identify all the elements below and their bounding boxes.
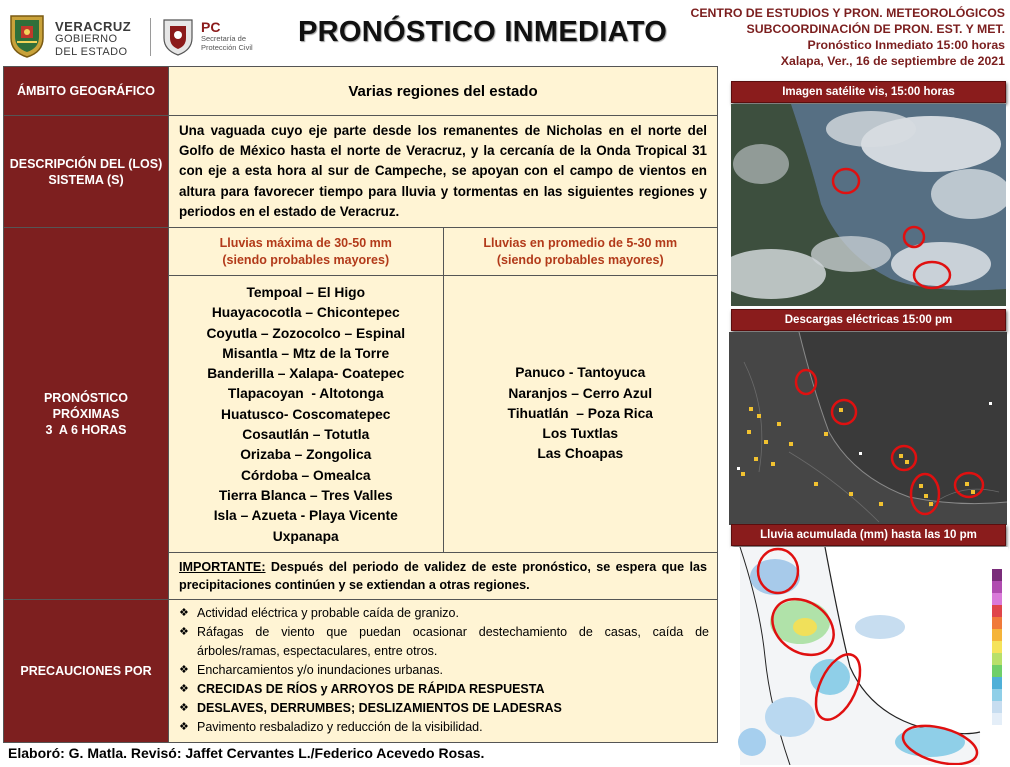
forecast-row [4, 228, 717, 600]
org-subtitle-2: DEL ESTADO [55, 46, 128, 58]
list-item: Córdoba – Omealca [240, 467, 371, 483]
logo-divider [150, 18, 151, 56]
list-item: ❖ Actividad eléctrica y probable caída de granizo. [179, 604, 709, 623]
author-credits: Elaboró: G. Matla. Revisó: Jaffet Cervantes L./Federico Acevedo Rosas. [8, 745, 485, 761]
heavy-rain-header: Lluvias máxima de 30-50 mm (siendo probables mayores) [169, 228, 444, 275]
pc-subtitle-2: Protección Civil [201, 43, 253, 52]
diamond-bullet-icon: ❖ [179, 626, 189, 638]
geographic-scope-label: ÁMBITO GEOGRÁFICO [4, 67, 169, 115]
lightning-panel-title: Descargas eléctricas 15:00 pm [731, 309, 1006, 331]
list-item: Tihuatlán – Poza Rica [507, 405, 653, 421]
issuer-line-1: CENTRO DE ESTUDIOS Y PRON. METEOROLÓGICOS [690, 6, 1005, 20]
lightning-map-image [729, 332, 1007, 525]
important-text: Después del periodo de validez de este pronóstico, se espera que las precipitaciones continúen y se extiendan a otras regiones. [179, 560, 707, 592]
diamond-bullet-icon: ❖ [179, 683, 189, 695]
issuer-line-3: Pronóstico Inmediato 15:00 horas [807, 38, 1005, 52]
list-item: Cosautlán – Totutla [242, 427, 370, 443]
org-subtitle-1: GOBIERNO [55, 33, 118, 45]
veracruz-shield-logo [8, 12, 46, 58]
diamond-bullet-icon: ❖ [179, 721, 189, 733]
pc-name: PC [201, 19, 221, 35]
list-item: ❖ DESLAVES, DERRUMBES; DESLIZAMIENTOS DE LADESRAS [179, 699, 709, 718]
org-name: VERACRUZ [55, 19, 132, 34]
list-item: Banderilla – Xalapa- Coatepec [207, 366, 405, 382]
accumulated-rain-panel-title: Lluvia acumulada (mm) hasta las 10 pm [731, 524, 1006, 546]
moderate-rain-regions [444, 276, 718, 552]
heavy-rain-regions [169, 276, 444, 552]
list-item: Los Tuxtlas [542, 426, 619, 442]
list-item: Orizaba – Zongolica [240, 447, 372, 463]
rainfall-headers [169, 228, 717, 276]
forecast-table [3, 66, 718, 743]
list-item: Tempoal – El Higo [246, 285, 366, 300]
list-item: Naranjos – Cerro Azul [508, 385, 653, 401]
forecast-label-line-3: 3 A 6 HORAS [45, 422, 127, 437]
list-item: Las Choapas [537, 446, 624, 462]
precautions-label: PRECAUCIONES POR [4, 600, 169, 742]
list-item: Panuco - Tantoyuca [515, 365, 646, 381]
issuer-line-2: SUBCOORDINACIÓN DE PRON. EST. Y MET. [746, 22, 1005, 36]
list-item: Tierra Blanca – Tres Valles [218, 487, 393, 503]
satellite-image [731, 104, 1006, 306]
list-item: ❖ Pavimento resbaladizo y reducción de la visibilidad. [179, 718, 709, 737]
precautions-list [169, 600, 717, 742]
geographic-scope-row [4, 67, 717, 116]
diamond-bullet-icon: ❖ [179, 664, 189, 676]
system-description-label: DESCRIPCIÓN DEL (LOS) SISTEMA (S) [4, 116, 169, 227]
forecast-label-line-2: PRÓXIMAS [52, 406, 120, 421]
satellite-panel-title: Imagen satélite vis, 15:00 horas [731, 81, 1006, 103]
issuer-info [690, 5, 1005, 69]
list-item: Huayacocotla – Chicontepec [211, 305, 400, 321]
important-note [169, 553, 717, 599]
forecast-label [4, 228, 169, 599]
moderate-rain-header: Lluvias en promedio de 5-30 mm (siendo probables mayores) [483, 235, 678, 267]
list-item: Huatusco- Coscomatepec [221, 406, 391, 422]
list-item: ❖ CRECIDAS DE RÍOS y ARROYOS DE RÁPIDA RESPUESTA [179, 680, 709, 699]
diamond-bullet-icon: ❖ [179, 702, 189, 714]
list-item: Tlapacoyan - Altotonga [227, 386, 384, 402]
system-description-text: Una vaguada cuyo eje parte desde los remanentes de Nicholas en el norte del Golfo de México hasta el norte de Veracruz, y la cercanía de la Onda Tropical 31 con eje a esta hora al sur de Campeche, se apoyan con el campo de vientos en altura para favorecer tiempo para lluvia y tormentas en las siguientes regiones y periodos en el estado de Veracruz. [169, 116, 717, 227]
list-item: Misantla – Mtz de la Torre [222, 345, 390, 361]
list-item: ❖ Encharcamientos y/o inundaciones urbanas. [179, 661, 709, 680]
veracruz-government-wordmark [55, 20, 131, 59]
civil-protection-logo [160, 16, 196, 56]
issuer-line-4: Xalapa, Ver., 16 de septiembre de 2021 [780, 54, 1005, 68]
system-description-row [4, 116, 717, 228]
precautions-row [4, 600, 717, 742]
pc-subtitle-1: Secretaría de [201, 34, 247, 43]
geographic-scope-value: Varias regiones del estado [169, 67, 717, 115]
forecast-label-line-1: PRONÓSTICO [43, 390, 129, 405]
accumulated-rain-map-image [730, 547, 1008, 765]
civil-protection-wordmark [201, 20, 253, 52]
list-item: Coyutla – Zozocolco – Espinal [206, 325, 406, 341]
important-label: IMPORTANTE: [179, 560, 266, 574]
page-title: PRONÓSTICO INMEDIATO [298, 16, 668, 48]
diamond-bullet-icon: ❖ [179, 607, 189, 619]
list-item: Isla – Azueta - Playa Vicente [213, 508, 398, 524]
list-item: ❖ Ráfagas de viento que puedan ocasionar destechamiento de casas, caída de árboles/ramas, espectaculares, entre otros. [179, 623, 709, 661]
list-item: Uxpanapa [272, 528, 339, 544]
